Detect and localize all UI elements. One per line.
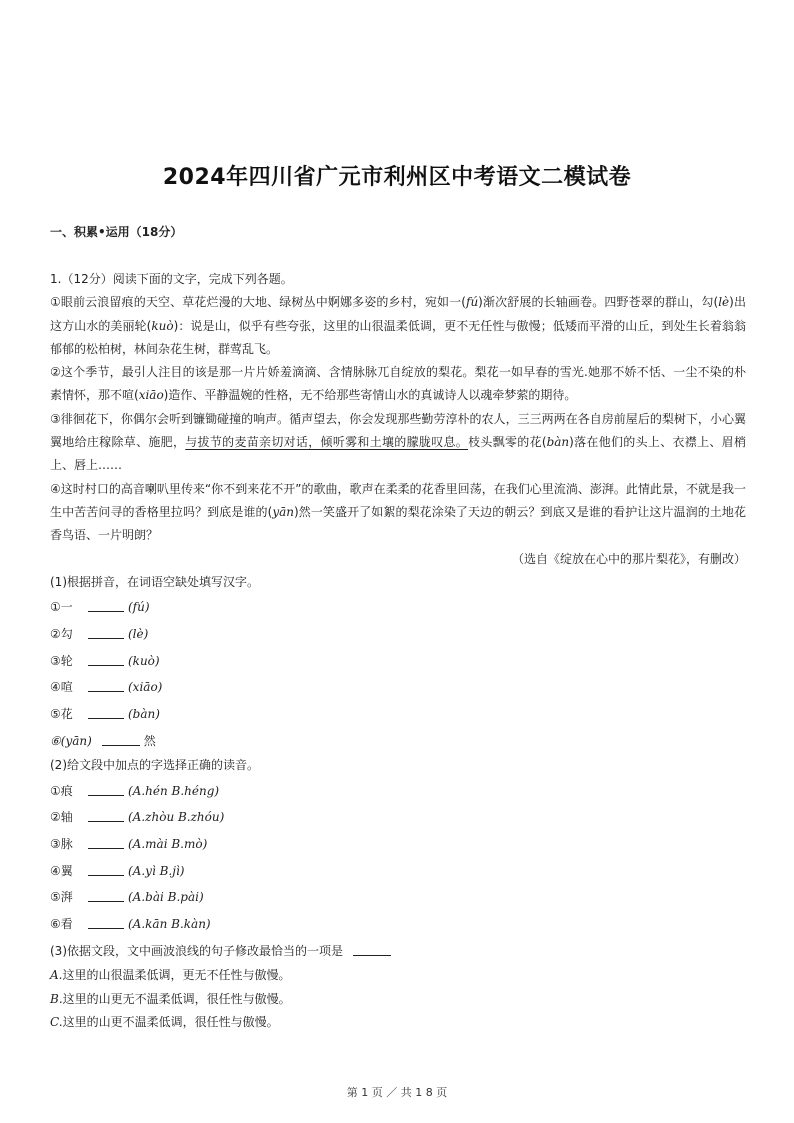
sub2-items: [50, 778, 746, 938]
answer-blank[interactable]: [88, 599, 124, 612]
answer-blank[interactable]: [88, 863, 124, 876]
sub-question-1: (1)根据拼音，在词语空缺处填写汉字。: [50, 574, 259, 589]
sub-question-2: (2)给文段中加点的字选择正确的读音。: [50, 758, 259, 773]
sub-question-3: (3)依据文段，文中画波浪线的句子修改最恰当的一项是: [50, 938, 746, 965]
page-title: 2024年四川省广元市利州区中考语文二模试卷: [162, 165, 632, 190]
passage-paragraph-4: ④这时村口的高音喇叭里传来“你不到来花不开”的歌曲，歌声在柔柔的花香里回荡，在我们心里流淌、澎湃。此情此景，不就是我一生中苦苦问寻的香格里拉吗？到底是谁的(yān)然一笑盛开了如絮的梨花涂染了天边的朝云？到底又是谁的看护让这片温润的土地花香鸟语、一片明朗？: [50, 481, 747, 543]
answer-blank[interactable]: [88, 653, 124, 666]
sub1-items: [50, 594, 746, 754]
question-stem: 1.（12分）阅读下面的文字，完成下列各题。: [50, 272, 293, 286]
answer-blank[interactable]: [88, 916, 124, 929]
choice-item: ⑤湃 (A.bài B.pài): [50, 890, 204, 905]
passage-source: （选自《绽放在心中的那片梨花》，有删改）: [511, 551, 746, 566]
choice-item: ⑥看 (A.kān B.kàn): [50, 917, 211, 932]
question-1: [50, 268, 746, 1034]
fill-item: ①一 (fú): [50, 600, 150, 615]
fill-item: ②勾 (lè): [50, 626, 149, 641]
answer-blank[interactable]: [88, 783, 124, 796]
answer-blank[interactable]: [88, 626, 124, 639]
answer-blank[interactable]: [88, 889, 124, 902]
passage-paragraph-3: ③徘徊花下，你偶尔会听到镰锄碰撞的响声。循声望去，你会发现那些勤劳淳朴的农人，三三两两在各自房前屋后的梨树下，小心翼翼地给庄稼除草、施肥，与拔节的麦苗亲切对话，倾听雾和土壤的朦胧叹息。枝头飘零的花(bàn)落在他们的头上、衣襟上、眉梢上、唇上……: [50, 411, 746, 473]
section-heading: 一、积累•运用（18分）: [50, 225, 183, 239]
answer-blank[interactable]: [88, 679, 124, 692]
choice-item: ③脉 (A.mài B.mò): [50, 836, 208, 851]
answer-blank[interactable]: [88, 809, 124, 822]
choice-item: ②轴 (A.zhòu B.zhóu): [50, 810, 225, 825]
fill-item: ③轮 (kuò): [50, 653, 160, 668]
fill-item: ⑤花 (bàn): [50, 706, 160, 721]
passage-paragraph-2: ②这个季节，最引人注目的该是那一片片娇羞滴滴、含情脉脉兀自绽放的梨花。梨花一如早春的雪光.她那不娇不恬、一尘不染的朴素情怀，那不喧(xiāo)造作、平静温婉的性格，无不给那些寄情山水的真诚诗人以魂牵梦萦的期待。: [50, 365, 746, 403]
option-b[interactable]: B.这里的山更无不温柔低调，很任性与傲慢。: [50, 991, 291, 1006]
fill-item: ④喧 (xiāo): [50, 680, 163, 695]
underlined-sentence: 与拔节的麦苗亲切对话，倾听雾和土壤的朦胧叹息。: [185, 435, 469, 450]
answer-blank[interactable]: [88, 706, 124, 719]
option-c[interactable]: C.这里的山更不温柔低调，很任性与傲慢。: [50, 1014, 279, 1029]
answer-blank[interactable]: [102, 733, 140, 746]
choice-item: ①痕 (A.hén B.héng): [50, 783, 220, 798]
choice-item: ④翼 (A.yì B.jì): [50, 863, 185, 878]
page-footer: 第 1 页 ／ 共 1 8 页: [346, 1086, 448, 1099]
answer-blank[interactable]: [353, 943, 391, 956]
passage-paragraph-1: ①眼前云浪留痕的天空、草花烂漫的大地、绿树丛中婀娜多姿的乡村，宛如一(fú)渐次舒展的长轴画卷。四野苍翠的群山，勾(lè)出这方山水的美丽轮(kuò)：说是山，似乎有些夸张，这里的山很温柔低调，更不无任性与傲慢；低矮而平滑的山丘，到处生长着翁翁郁郁的松柏树，林间杂花生树，群莺乱飞。: [50, 295, 747, 356]
fill-item: ⑥(yān) 然: [50, 733, 156, 748]
option-a[interactable]: A.这里的山很温柔低调，更无不任性与傲慢。: [50, 968, 291, 983]
answer-blank[interactable]: [88, 836, 124, 849]
